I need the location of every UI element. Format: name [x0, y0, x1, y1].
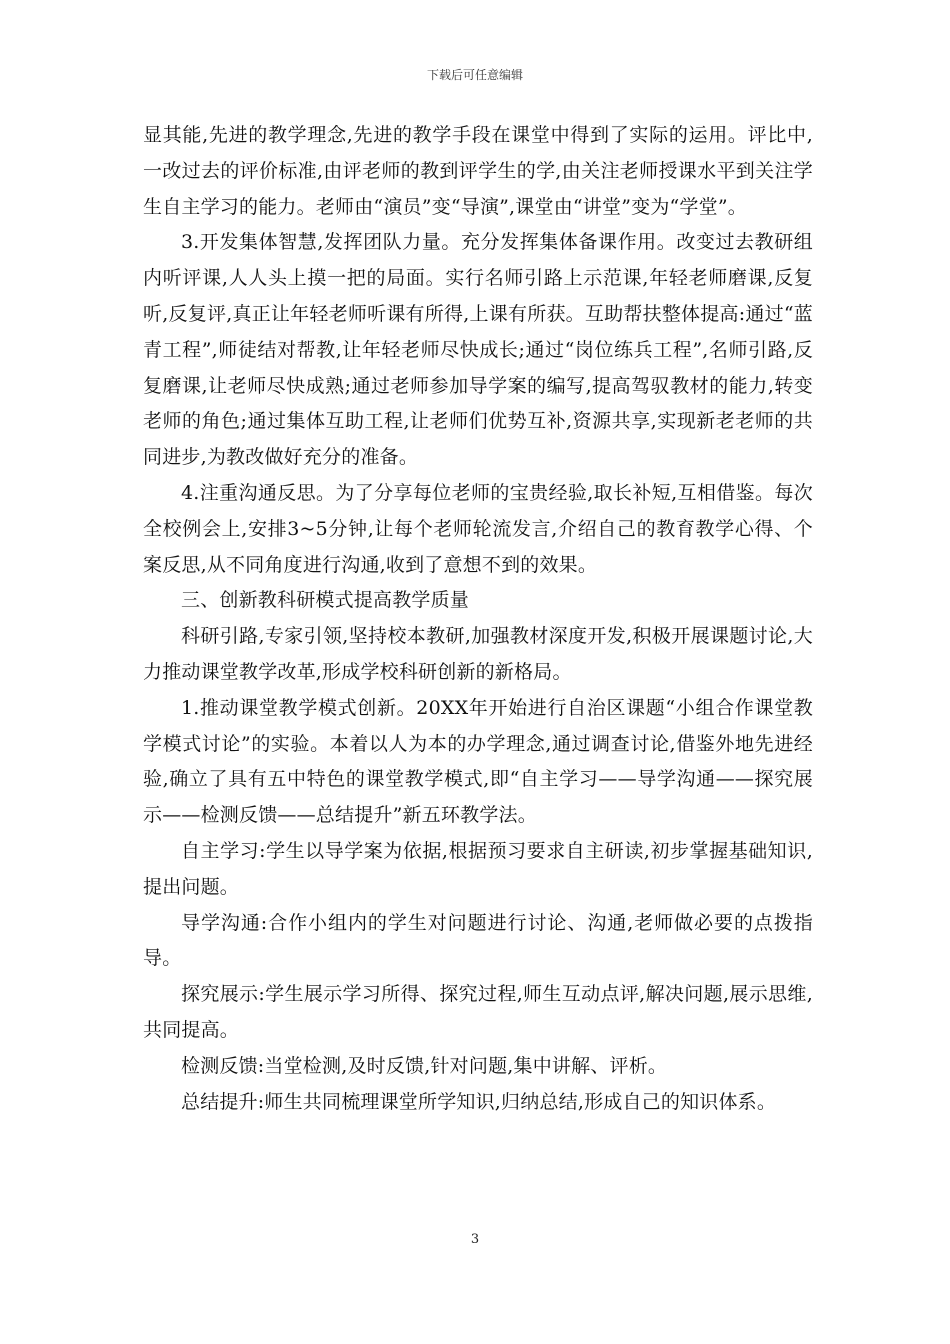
document-body	[143, 118, 813, 1120]
section-heading: 三、创新教科研模式提高教学质量	[181, 589, 470, 612]
page-number: 3	[470, 1232, 480, 1247]
paragraph-exploration-display: 探究展示:学生展示学习所得、探究过程,师生互动点评,解决问题,展示思维,共同提高。	[143, 983, 813, 1041]
paragraph-intro: 科研引路,专家引领,坚持校本教研,加强教材深度开发,积极开展课题讨论,大力推动课堂教学改革,形成学校科研创新的新格局。	[143, 625, 813, 683]
paragraph-detection-feedback: 检测反馈:当堂检测,及时反馈,针对问题,集中讲解、评析。	[181, 1054, 668, 1077]
paragraph-continuation: 显其能,先进的教学理念,先进的教学手段在课堂中得到了实际的运用。评比中,一改过去的评价标准,由评老师的教到评学生的学,由关注老师授课水平到关注学生自主学习的能力。老师由“演员”变“导演”,课堂由“讲堂”变为“学堂”。	[143, 124, 813, 218]
page-header-note: 下载后可任意编辑	[426, 68, 523, 82]
paragraph-summary-improvement: 总结提升:师生共同梳理课堂所学知识,归纳总结,形成自己的知识体系。	[181, 1090, 777, 1113]
paragraph-guided-communication: 导学沟通:合作小组内的学生对问题进行讨论、沟通,老师做必要的点拨指导。	[143, 911, 813, 970]
paragraph-item-4: 4.注重沟通反思。为了分享每位老师的宝贵经验,取长补短,互相借鉴。每次全校例会上,安排3~5分钟,让每个老师轮流发言,介绍自己的教育教学心得、个案反思,从不同角度进行沟通,收到了意想不到的效果。	[143, 481, 813, 576]
paragraph-item-1: 1.推动课堂教学模式创新。20XX年开始进行自治区课题“小组合作课堂教学模式讨论”的实验。本着以人为本的办学理念,通过调查讨论,借鉴外地先进经验,确立了具有五中特色的课堂教学模式,即“自主学习——导学沟通——探究展示——检测反馈——总结提升”新五环教学法。	[143, 696, 813, 827]
paragraph-self-study: 自主学习:学生以导学案为依据,根据预习要求自主研读,初步掌握基础知识,提出问题。	[143, 839, 813, 898]
paragraph-item-3: 3.开发集体智慧,发挥团队力量。充分发挥集体备课作用。改变过去教研组内听评课,人人头上摸一把的局面。实行名师引路上示范课,年轻老师磨课,反复听,反复评,真正让年轻老师听课有所得,上课有所获。互助帮扶整体提高:通过“蓝青工程”,师徒结对帮教,让年轻老师尽快成长;通过“岗位练兵工程”,名师引路,反复磨课,让老师尽快成熟;通过老师参加导学案的编写,提高驾驭教材的能力,转变老师的角色;通过集体互助工程,让老师们优势互补,资源共享,实现新老老师的共同进步,为教改做好充分的准备。	[143, 231, 813, 469]
